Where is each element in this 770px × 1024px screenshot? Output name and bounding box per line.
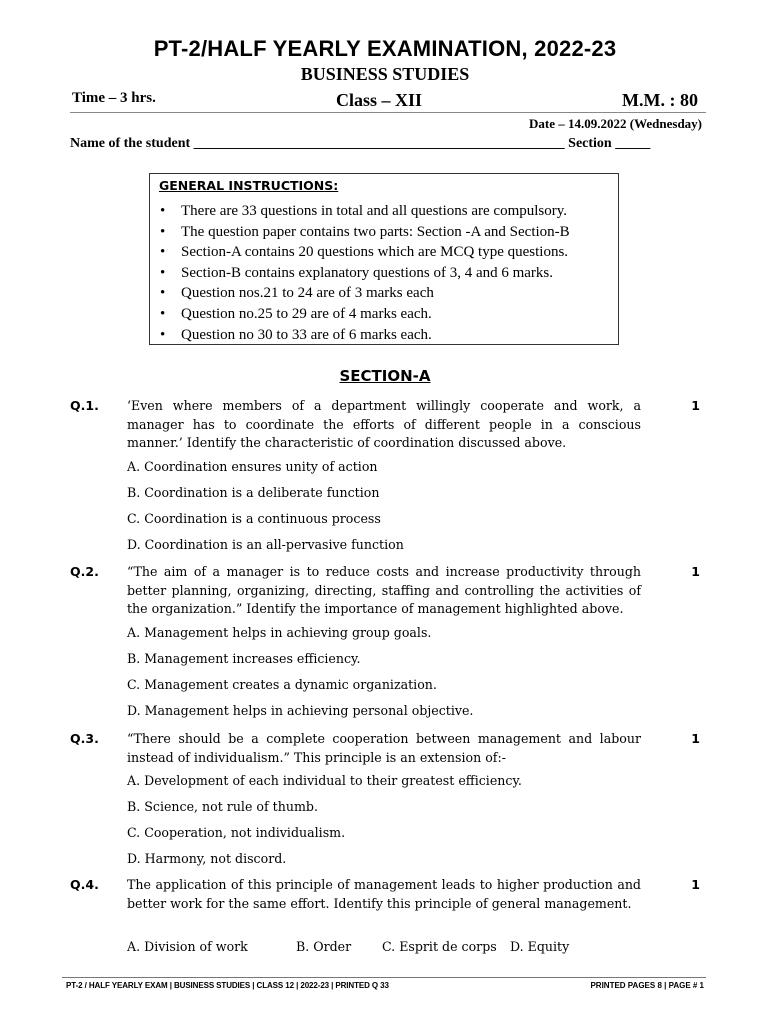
question-text: “There should be a complete cooperation between management and labour instead of individualism.” This principle is an extension of:- [127,731,641,765]
question-number: Q.3. [70,731,99,746]
instructions-list [160,201,570,345]
question-number: Q.2. [70,564,99,579]
instruction-text: The question paper contains two parts: Section -A and Section-B [181,223,570,240]
instruction-item [160,263,570,284]
option-a: A. Division of work [127,939,248,954]
question-marks: 1 [691,731,700,746]
question-text: ‘Even where members of a department willingly cooperate and work, a manager has to coordinate the efforts of different people in a conscious manner.’ Identify the characteristic of coordination discussed above. [127,398,641,451]
time-duration: Time – 3 hrs. [72,90,156,106]
instruction-text: Question no 30 to 33 are of 6 marks each. [181,326,432,343]
option-b: B. Order [296,939,352,954]
bullet-icon: • [160,264,166,281]
question-marks: 1 [691,398,700,413]
bullet-icon: • [160,203,166,219]
option-a: A. Management helps in achieving group goals. [127,625,432,640]
option-d: D. Equity [510,939,570,954]
question-marks: 1 [691,877,700,892]
option-c: C. Management creates a dynamic organization. [127,677,437,692]
bullet-icon: • [160,285,166,302]
option-d: D. Harmony, not discord. [127,851,287,866]
instruction-text: There are 33 questions in total and all questions are compulsory. [181,203,568,219]
instruction-text: Question nos.21 to 24 are of 3 marks each [181,285,434,302]
instruction-item [160,325,570,346]
option-c: C. Cooperation, not individualism. [127,825,346,840]
student-name-section-line: Name of the student _____________________________________________________ Section _____ [70,136,651,151]
options-row [127,939,647,957]
bullet-icon: • [160,223,166,240]
bullet-icon: • [160,305,166,322]
instruction-item [160,222,570,243]
option-b: B. Coordination is a deliberate function [127,485,380,500]
exam-title: PT-2/HALF YEARLY EXAMINATION, 2022-23 [153,36,617,61]
option-a: A. Coordination ensures unity of action [127,459,378,474]
question-number: Q.4. [70,877,99,892]
instruction-text: Section-A contains 20 questions which are MCQ type questions. [181,244,569,261]
option-c: C. Esprit de corps [382,939,497,954]
general-instructions-box [149,173,619,345]
footer-page-info: PRINTED PAGES 8 | PAGE # 1 [590,981,704,990]
instruction-item [160,304,570,325]
instructions-title: GENERAL INSTRUCTIONS: [159,178,339,193]
question-marks: 1 [691,564,700,579]
instruction-item [160,201,570,222]
question-text: “The aim of a manager is to reduce costs and increase productivity through better planning, organizing, directing, staffing and controlling the activities of the organization.” Identify the importance of management highlighted above. [127,564,641,617]
option-c: C. Coordination is a continuous process [127,511,381,526]
instruction-text: Question no.25 to 29 are of 4 marks each. [181,305,432,322]
footer-divider [62,977,706,978]
instruction-item [160,242,570,263]
bullet-icon: • [160,326,166,343]
instruction-text: Section-B contains explanatory questions of 3, 4 and 6 marks. [181,264,554,281]
question-text: The application of this principle of management leads to higher production and better work for the same effort. Identify this principle of general management. [127,877,641,911]
subject-name: BUSINESS STUDIES [300,64,470,84]
max-marks: M.M. : 80 [622,90,698,110]
section-a-title: SECTION-A [339,367,431,385]
option-d: D. Management helps in achieving personal objective. [127,703,474,718]
bullet-icon: • [160,244,166,261]
question-number: Q.1. [70,398,99,413]
option-b: B. Management increases efficiency. [127,651,361,666]
class-label: Class – XII [336,90,423,110]
option-b: B. Science, not rule of thumb. [127,799,318,814]
footer-exam-info: PT-2 / HALF YEARLY EXAM | BUSINESS STUDIES | CLASS 12 | 2022-23 | PRINTED Q 33 [66,981,389,990]
option-d: D. Coordination is an all-pervasive function [127,537,404,552]
instruction-item [160,283,570,304]
exam-meta-row [70,88,706,113]
exam-date: Date – 14.09.2022 (Wednesday) [529,116,702,131]
option-a: A. Development of each individual to their greatest efficiency. [127,773,522,788]
